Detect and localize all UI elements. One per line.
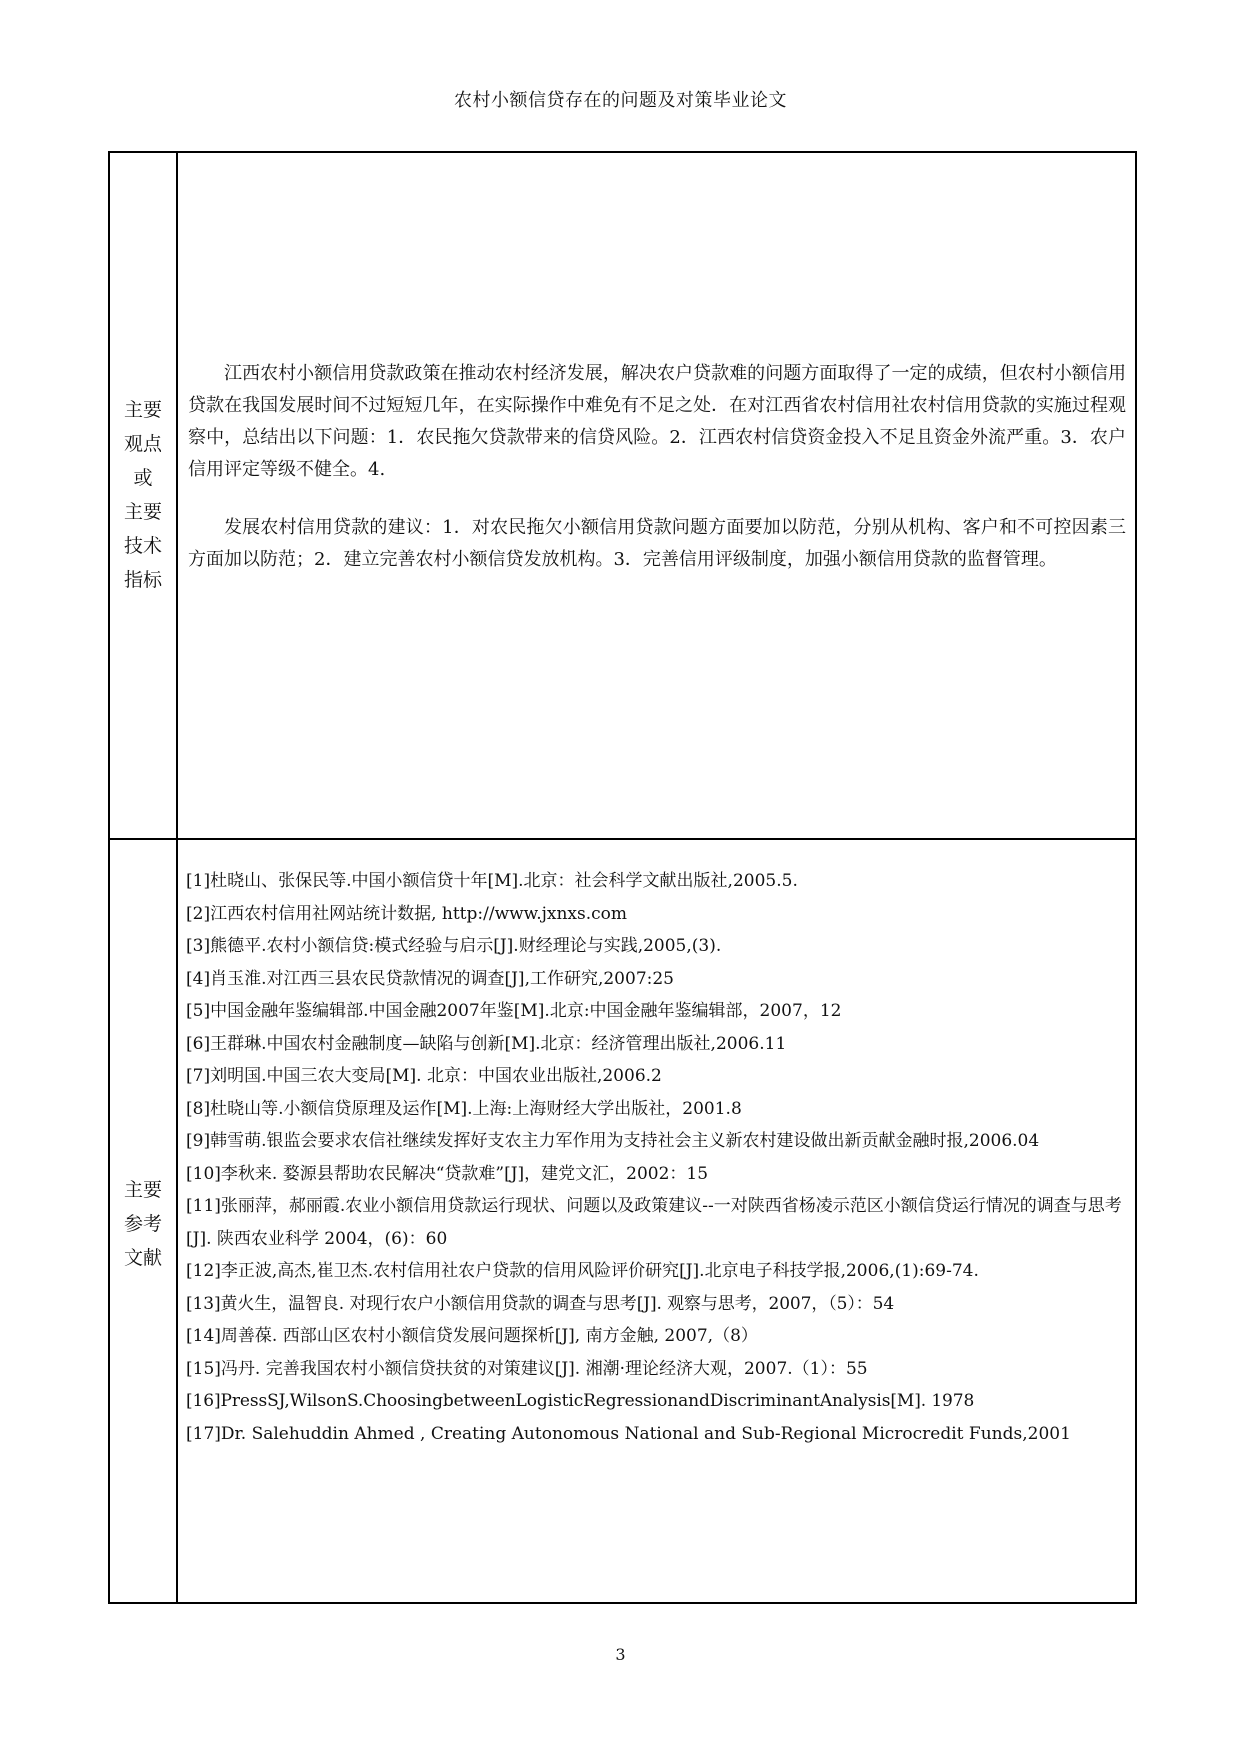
running-header: 农村小额信贷存在的问题及对策毕业论文 (454, 90, 787, 111)
reference-item: [3]熊德平.农村小额信贷:模式经验与启示[J].财经理论与实践,2005,(3). (186, 936, 722, 956)
reference-item: [1]杜晓山、张保民等.中国小额信贷十年[M].北京：社会科学文献出版社,2005.5. (186, 871, 798, 891)
reference-item: [13]黄火生，温智良. 对现行农户小额信用贷款的调查与思考[J]. 观察与思考，2007，（5）：54 (186, 1293, 895, 1314)
reference-item: [15]冯丹. 完善我国农村小额信贷扶贫的对策建议[J]. 湘潮·理论经济大观，2007.（1）：55 (186, 1358, 868, 1379)
reference-item: [14]周善葆. 西部山区农村小额信贷发展问题探析[J], 南方金触, 2007,（8） (186, 1326, 758, 1346)
label-line: 技术 (123, 535, 162, 557)
reference-item: [16]PressSJ,WilsonS.ChoosingbetweenLogisticRegressionandDiscriminantAnalysis[M]. 1978 (186, 1391, 975, 1411)
label-line: 主要 (123, 1179, 162, 1201)
page-number: 3 (615, 1645, 626, 1664)
label-line: 主要 (123, 399, 162, 421)
form-table (108, 151, 1137, 1604)
reference-item: [17]Dr. Salehuddin Ahmed , Creating Autonomous National and Sub-Regional Microcredit Funds,2001 (186, 1423, 1071, 1444)
row-label-main-points (110, 393, 176, 597)
label-line: 主要 (123, 501, 162, 523)
label-line: 文献 (123, 1247, 162, 1269)
reference-item: [6]王群琳.中国农村金融制度—缺陷与创新[M].北京：经济管理出版社,2006.11 (186, 1033, 787, 1054)
label-line: 观点 (123, 433, 162, 455)
reference-item: [5]中国金融年鉴编辑部.中国金融2007年鉴[M].北京:中国金融年鉴编辑部，2007，12 (186, 1001, 842, 1021)
reference-item: [2]江西农村信用社网站统计数据, http://www.jxnxs.com (186, 903, 628, 924)
reference-list (186, 865, 1133, 1450)
reference-item: [12]李正波,高杰,崔卫杰.农村信用社农户贷款的信用风险评价研究[J].北京电子科技学报,2006,(1):69-74. (186, 1261, 979, 1281)
row-label-references (110, 1173, 176, 1275)
label-line: 参考 (123, 1213, 162, 1235)
reference-item: [9]韩雪萌.银监会要求农信社继续发挥好支农主力军作用为支持社会主义新农村建设做出新贡献金融时报,2006.04 (186, 1131, 1040, 1151)
reference-item: [8]杜晓山等.小额信贷原理及运作[M].上海:上海财经大学出版社，2001.8 (186, 1098, 742, 1119)
row-divider (110, 838, 1135, 840)
reference-item: [10]李秋来. 婺源县帮助农民解决“贷款难”[J]，建党文汇，2002：15 (186, 1163, 709, 1184)
main-paragraph-problems: 江西农村小额信用贷款政策在推动农村经济发展，解决农户贷款难的问题方面取得了一定的成绩，但农村小额信用贷款在我国发展时间不过短短几年，在实际操作中难免有不足之处．在对江西省农村信用社农村信用贷款的实施过程观察中，总结出以下问题：1．农民拖欠贷款带来的信贷风险。2．江西农村信贷资金投入不足且资金外流严重。3．农户信用评定等级不健全。4. (188, 363, 1126, 480)
reference-item: [11]张丽萍，郝丽霞.农业小额信用贷款运行现状、问题以及政策建议--一对陕西省杨凌示范区小额信贷运行情况的调查与思考[J]. 陕西农业科学 2004，(6)：60 (186, 1196, 1122, 1249)
reference-item: [7]刘明国.中国三农大变局[M]. 北京：中国农业出版社,2006.2 (186, 1066, 662, 1086)
reference-item: [4]肖玉淮.对江西三县农民贷款情况的调查[J],工作研究,2007:25 (186, 968, 674, 989)
label-line: 或 (133, 467, 153, 489)
main-paragraph-suggestions: 发展农村信用贷款的建议：1．对农民拖欠小额信用贷款问题方面要加以防范，分别从机构、客户和不可控因素三方面加以防范；2．建立完善农村小额信贷发放机构。3．完善信用评级制度，加强小额信用贷款的监督管理。 (188, 517, 1126, 570)
label-line: 指标 (123, 569, 162, 591)
main-points-content (178, 358, 1135, 576)
